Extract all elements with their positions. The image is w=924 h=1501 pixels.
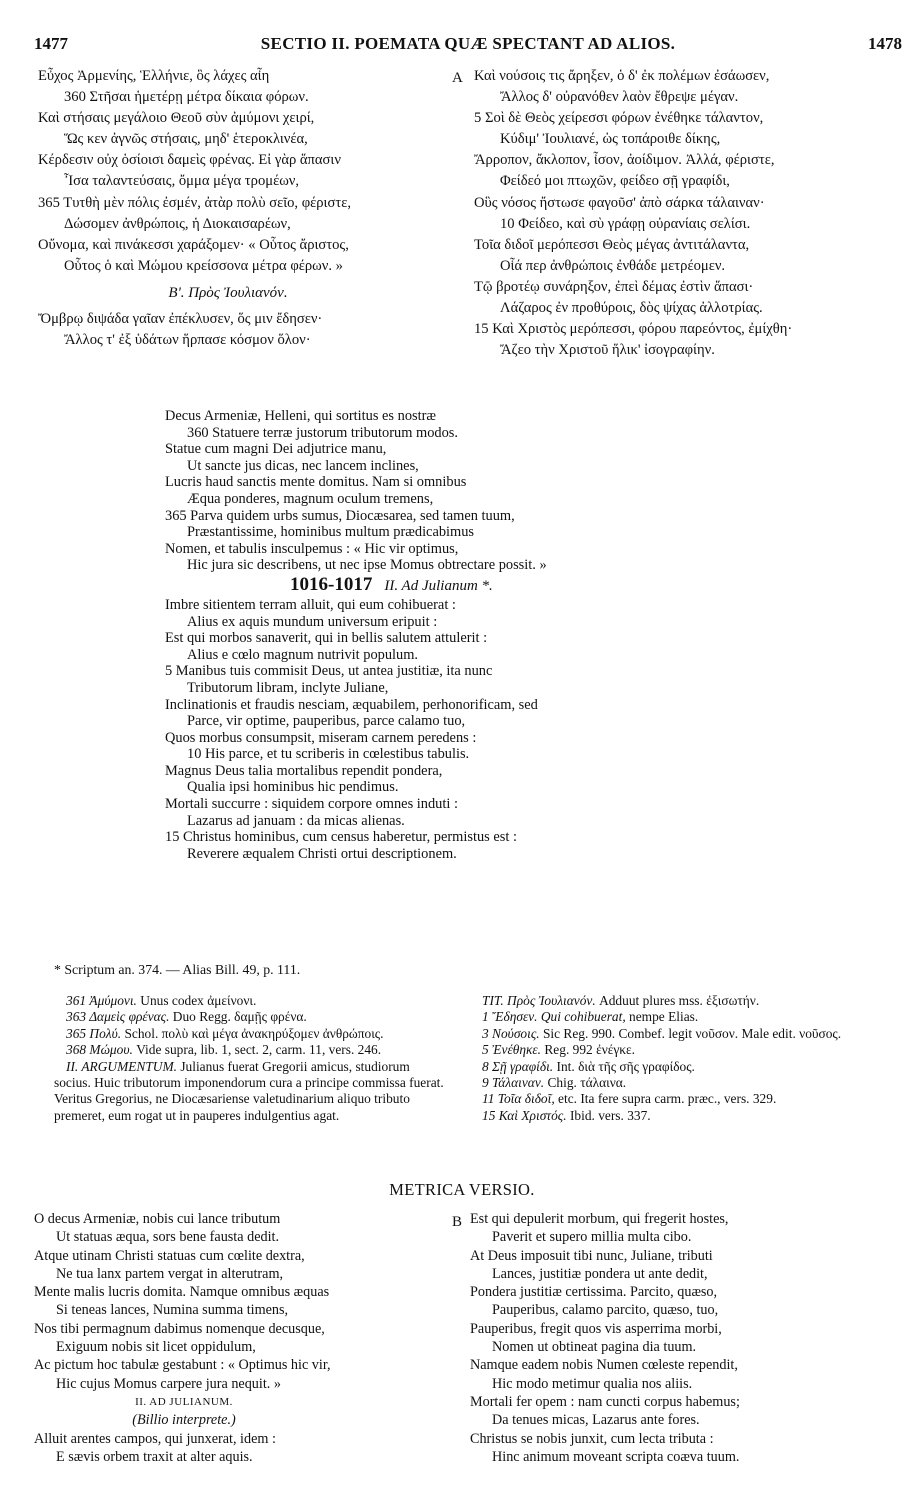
poem-title: II. Ad Julianum *.: [384, 577, 493, 594]
metrica-verse-line: Alluit arentes campos, qui junxerat, idem :: [34, 1430, 276, 1447]
greek-verse-line: 5 Σοὶ δὲ Θεὸς χείρεσσι φόρων ἐνέθηκε τάλαντον,: [474, 110, 764, 127]
latin-verse-line: Præstantissime, hominibus multum prædicabimus: [187, 524, 475, 541]
greek-verse-line: Ἄλλος δ' οὐρανόθεν λαὸν ἔθρεψε μέγαν.: [500, 89, 739, 106]
metrica-verse-line: Pondera justitiæ certissima. Parcito, quæso,: [470, 1284, 718, 1301]
note-entry: [470, 1108, 906, 1124]
note-lemma: 11 Τοῖα διδοῖ,: [482, 1091, 555, 1107]
latin-verse-line: Decus Armeniæ, Helleni, qui sortitus es nostræ: [165, 408, 436, 424]
metrica-verse-line: Namque eadem nobis Numen cœleste rependit,: [470, 1357, 738, 1374]
note-lemma: 363 Δαμεὶς φρένας.: [66, 1009, 170, 1025]
metrica-verse-line: Paverit et supero millia multa cibo.: [492, 1229, 692, 1246]
metrica-verse-line: Da tenues micas, Lazarus ante fores.: [492, 1412, 700, 1429]
column-marker-a: A: [452, 70, 463, 86]
note-entry: [54, 1059, 446, 1125]
greek-verse-line: Οἷά περ ἀνθρώποις ἐνθάδε μετρέομεν.: [500, 257, 726, 274]
poem-number: 1016-1017: [290, 573, 373, 595]
latin-verse-line: Æqua ponderes, magnum oculum tremens,: [187, 490, 434, 507]
latin-verse-line: Inclinationis et fraudis nesciam, æquabilem, perhonorificam, sed: [165, 696, 538, 713]
metrica-verse-line: Mortali fer opem : nam cuncti corpus habemus;: [470, 1393, 740, 1410]
greek-verse-line: Ἄζεο τὴν Χριστοῦ ἥλικ' ἰσογραφίην.: [500, 342, 715, 359]
latin-verse-line: 5 Manibus tuis commisit Deus, ut antea justitiæ, ita nunc: [165, 663, 493, 680]
greek-verse-line: Καὶ στήσαις μεγάλοιο Θεοῦ σὺν ἀμύμονι χειρί,: [38, 110, 315, 127]
latin-verse-line: Mortali succurre : siquidem corpore omnes induti :: [165, 796, 458, 813]
greek-verse-line: 10 Φείδεο, καὶ σὺ γράφῃ οὐρανίαις σελίσι.: [500, 215, 751, 232]
greek-verse-line: Ἶσα ταλαντεύσαις, ὄμμα μέγα τρομέων,: [64, 173, 300, 190]
note-text: Duo Regg. δαμῇς φρένα.: [169, 1009, 307, 1025]
note-lemma: II. ARGUMENTUM.: [66, 1058, 177, 1074]
metrica-verse-line: Pauperibus, calamo parcito, quæso, tuo,: [492, 1302, 719, 1319]
note-text: etc. Ita fere supra carm. præc., vers. 329.: [554, 1091, 777, 1107]
latin-verse-line: Imbre sitientem terram alluit, qui eum cohibuerat :: [165, 596, 456, 613]
greek-verse-line: Ἄρροπον, ἄκλοπον, ἶσον, ἀοίδιμον. Ἀλλά, φέριστε,: [474, 152, 775, 169]
metrica-column-right: [470, 1210, 910, 1466]
note-entry: [54, 993, 446, 1009]
latin-verse-line: Alius e cœlo magnum nutrivit populum.: [187, 646, 419, 663]
note-entry: [470, 1026, 906, 1042]
notes-left: [54, 993, 446, 1124]
note-text: Reg. 992 ἐνέγκε.: [541, 1042, 636, 1058]
note-entry: [470, 1091, 906, 1107]
metrica-verse-line: Lances, justitiæ pondera ut ante dedit,: [492, 1265, 708, 1282]
note-text: Schol. πολὺ καὶ μέγα ἀνακηρύξομεν ἀνθρώποις.: [121, 1025, 384, 1041]
greek-verse-line: Κέρδεσιν οὐχ ὁσίοισι δαμεὶς φρένας. Εἰ γὰρ ἅπασιν: [38, 152, 341, 169]
greek-verse-line: Οὗτος ὁ καὶ Μώμου κρείσσονα μέτρα φέρων. »: [64, 257, 343, 274]
metrica-verse-line: Si teneas lances, Numina summa timens,: [56, 1302, 289, 1319]
poem-heading: [165, 574, 725, 597]
note-lemma: 8 Σῇ γραφίδι.: [482, 1058, 554, 1074]
note-lemma: 361 Ἀμύμονι.: [66, 993, 137, 1008]
column-marker-b: B: [452, 1214, 463, 1230]
greek-verse-line: Ἄλλος τ' ἐξ ὑδάτων ἥρπασε κόσμον ὅλον·: [64, 332, 311, 349]
note-text: Sic Reg. 990. Combef. legit νοῦσον. Male edit. νοῦσος.: [539, 1025, 842, 1041]
greek-verse-line: Εὖχος Ἀρμενίης, Ἑλλήνιε, ὃς λάχες αἶη: [38, 68, 270, 84]
greek-column-right: [474, 66, 914, 361]
note-lemma: 1 Ἔδησεν. Qui cohibuerat,: [482, 1009, 626, 1025]
note-text: Julianus fuerat Gregorii amicus, studiorum socius. Huic tributorum imponendorum cura a principe commissa fuerat. Veritus Gregorius, ne Diocæsariense valetudinarium aliquo tributo premeret, eum rogat ut in pauperes indulgentius agat.: [54, 1058, 444, 1123]
footnote: * Scriptum an. 374. — Alias Bill. 49, p. 111.: [54, 962, 301, 977]
latin-verse-line: Lazarus ad januam : da micas alienas.: [187, 812, 405, 829]
metrica-verse-line: Ut statuas æqua, sors bene fausta dedit.: [56, 1229, 280, 1246]
latin-verse-line: Nomen, et tabulis insculpemus : « Hic vir optimus,: [165, 540, 459, 557]
note-text: Vide supra, lib. 1, sect. 2, carm. 11, vers. 246.: [132, 1042, 382, 1058]
latin-verse-line: Quos morbus consumpsit, miseram carnem peredens :: [165, 729, 477, 746]
latin-verse-line: Reverere æqualem Christi ortui descriptionem.: [187, 845, 457, 862]
latin-verse-line: Lucris haud sanctis mente domitus. Nam si omnibus: [165, 474, 467, 491]
greek-verse-line: Οὓς νόσος ἤστωσε φαγοῦσ' ἀπὸ σάρκα τάλαιναν·: [474, 194, 765, 211]
greek-column-left: [38, 66, 458, 351]
latin-verse-line: 10 His parce, et tu scriberis in cœlestibus tabulis.: [187, 746, 470, 763]
greek-verse-line: Καὶ νούσοις τις ἄρηξεν, ὁ δ' ἐκ πολέμων ἐσάωσεν,: [474, 68, 770, 84]
latin-verse-line: Parce, vir optime, pauperibus, parce calamo tuo,: [187, 713, 466, 730]
greek-verse-line: Δώσομεν ἀνθρώποις, ἡ Διοκαισαρέων,: [64, 215, 291, 232]
metrica-verse-line: Pauperibus, fregit quos vis asperrima morbi,: [470, 1320, 722, 1337]
metrica-verse-line: Ne tua lanx partem vergat in alterutram,: [56, 1265, 284, 1282]
metrica-verse-line: Hic modo metimur qualia nos aliis.: [492, 1375, 693, 1392]
notes-right: [470, 993, 906, 1124]
latin-verse-line: Tributorum libram, inclyte Juliane,: [187, 679, 389, 696]
greek-verse-line: 365 Τυτθὴ μὲν πόλις ἐσμέν, ἀτὰρ πολὺ σεῖο, φέριστε,: [38, 194, 351, 211]
note-text: Adduut plures mss. ἐξισωτήν.: [595, 993, 760, 1008]
note-entry: [470, 1059, 906, 1075]
note-lemma: 365 Πολύ.: [66, 1025, 122, 1041]
latin-verse-line: Qualia ipsi hominibus hic pendimus.: [187, 779, 399, 796]
greek-verse-line: Λάζαρος ἐν προθύροις, δὸς ψίχας ἀλλοτρίας.: [500, 300, 763, 317]
metrica-verse-line: Mente malis lucris domita. Namque omnibus æquas: [34, 1284, 330, 1301]
metrica-verse-line: O decus Armeniæ, nobis cui lance tributum: [34, 1211, 281, 1227]
latin-verse-line: Hic jura sic describens, ut nec ipse Momus obtrectare possit. »: [187, 557, 547, 574]
greek-verse-line: Ὥς κεν ἀγνῶς στήσαις, μηδ' ἑτεροκλινέα,: [64, 131, 308, 148]
note-lemma: 15 Καὶ Χριστός.: [482, 1107, 567, 1123]
greek-verse-line: Κύδιμ' Ἰουλιανέ, ὡς τοπάροιθε δίκης,: [500, 131, 721, 148]
metrica-verse-line: Exiguum nobis sit licet oppidulum,: [56, 1339, 256, 1356]
page-number-right: 1478: [868, 34, 902, 53]
note-lemma: 368 Μώμου.: [66, 1042, 133, 1058]
note-entry: [470, 1042, 906, 1058]
metrica-verse-line: Atque utinam Christi statuas cum cœlite dextra,: [34, 1247, 305, 1264]
metrica-verse-line: Nomen ut obtineat pagina dia tuum.: [492, 1339, 697, 1356]
note-entry: [54, 1026, 446, 1042]
note-text: nempe Elias.: [625, 1009, 699, 1025]
metrica-subtitle: II. AD JULIANUM.: [135, 1395, 233, 1408]
metrica-verse-line: Nos tibi permagnum dabimus nomenque decusque,: [34, 1320, 325, 1337]
latin-verse-line: 365 Parva quidem urbs sumus, Diocæsarea, sed tamen tuum,: [165, 507, 515, 524]
section-title: SECTIO II. POEMATA QUÆ SPECTANT AD ALIOS.: [260, 34, 676, 53]
note-text: Unus codex ἀμείνονι.: [136, 993, 257, 1008]
metrica-interpreter: (Billio interprete.): [132, 1412, 236, 1429]
latin-verse-line: 15 Christus hominibus, cum census haberetur, permistus est :: [165, 829, 517, 846]
greek-verse-line: 15 Καὶ Χριστὸς μερόπεσσι, φόρου παρεόντος, ἐμίχθη·: [474, 321, 793, 338]
latin-verse-line: 360 Statuere terræ justorum tributorum modos.: [187, 424, 458, 441]
latin-verse-line: Alius ex aquis mundum universum eripuit :: [187, 613, 438, 630]
metrica-verse-line: Est qui depulerit morbum, qui fregerit hostes,: [470, 1211, 729, 1227]
metrica-verse-line: Hinc animum moveant scripta coæva tuum.: [492, 1448, 740, 1465]
note-lemma: 3 Νούσοις.: [482, 1025, 540, 1041]
latin-verse-line: Est qui morbos sanaverit, qui in bellis salutem attulerit :: [165, 630, 488, 647]
note-text: Ibid. vers. 337.: [566, 1107, 651, 1123]
page-number-left: 1477: [34, 34, 68, 53]
latin-verse-line: Statue cum magni Dei adjutrice manu,: [165, 441, 387, 458]
metrica-column-left: [34, 1210, 434, 1466]
running-header: [34, 34, 902, 58]
greek-subtitle: Β'. Πρὸς Ἰουλιανόν.: [168, 284, 288, 301]
latin-verse-line: Magnus Deus talia mortalibus rependit pondera,: [165, 762, 443, 779]
latin-verse-line: Ut sancte jus dicas, nec lancem inclines,: [187, 457, 419, 474]
metrica-verse-line: Ac pictum hoc tabulæ gestabunt : « Optimus hic vir,: [34, 1357, 331, 1374]
note-lemma: 5 Ἐνέθηκε.: [482, 1042, 542, 1058]
note-entry: [470, 1075, 906, 1091]
note-lemma: TIT. Πρὸς Ἰουλιανόν.: [482, 993, 596, 1008]
note-text: Int. διὰ τῆς σῆς γραφίδος.: [553, 1058, 695, 1074]
note-entry: [470, 993, 906, 1009]
note-entry: [54, 1009, 446, 1025]
greek-verse-line: Οὔνομα, καὶ πινάκεσσι χαράξομεν· « Οὗτος ἄριστος,: [38, 236, 349, 253]
metrica-verse-line: E sævis orbem traxit at alter aquis.: [56, 1448, 253, 1465]
note-text: Chig. τάλαινα.: [544, 1075, 627, 1091]
greek-verse-line: Ὄμβρῳ διψάδα γαῖαν ἐπέκλυσεν, ὅς μιν ἔδησεν·: [38, 310, 323, 327]
metrica-verse-line: At Deus imposuit tibi nunc, Juliane, tributi: [470, 1247, 713, 1264]
note-entry: [470, 1009, 906, 1025]
note-entry: [54, 1042, 446, 1058]
greek-verse-line: Τοῖα διδοῖ μερόπεσσι Θεὸς μέγας ἀντιτάλαντα,: [474, 236, 750, 253]
note-lemma: 9 Τάλαιναν.: [482, 1075, 545, 1091]
latin-translation: [165, 408, 725, 862]
metrica-verse-line: Hic cujus Momus carpere jura nequit. »: [56, 1375, 281, 1392]
greek-verse-line: 360 Στῆσαι ἡμετέρῃ μέτρα δίκαια φόρων.: [64, 89, 309, 106]
metrica-verse-line: Christus se nobis junxit, cum lecta tributa :: [470, 1430, 714, 1447]
greek-verse-line: Φείδεό μοι πτωχῶν, φείδεο σῇ γραφίδι,: [500, 173, 730, 190]
greek-verse-line: Τῷ βροτέῳ συνάρηξον, ἐπεὶ δέμας ἐστὶν ἅπασι·: [474, 278, 754, 295]
metrica-versio-title: METRICA VERSIO.: [389, 1180, 535, 1199]
